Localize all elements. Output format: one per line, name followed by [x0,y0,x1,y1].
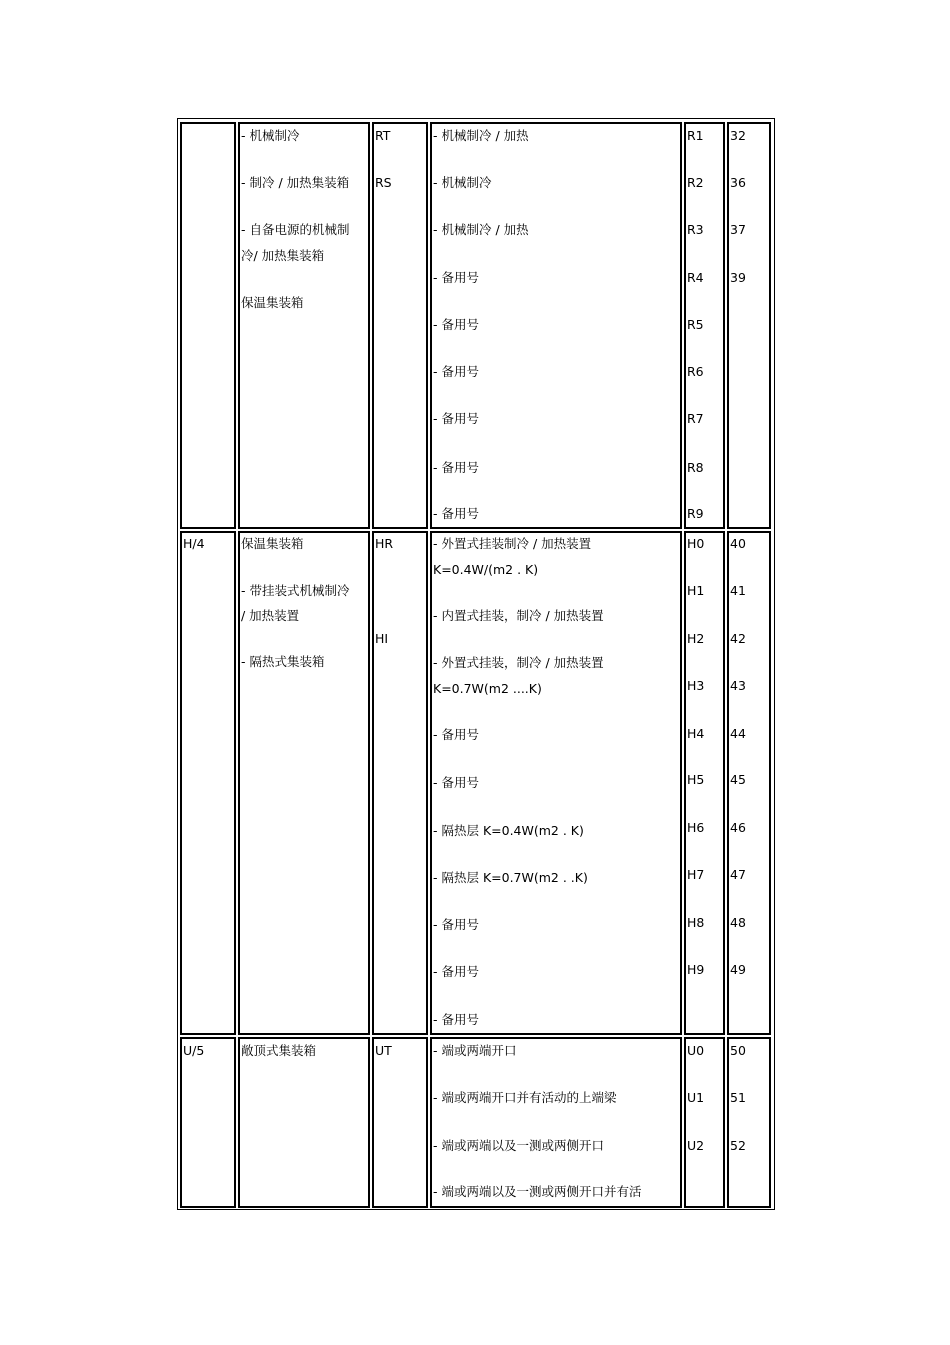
row-h-num: 46 [730,820,746,835]
row-h-code: HR [375,536,394,551]
row-r-code-cell [372,122,428,529]
row-h-type: H4 [687,726,705,741]
container-code-table [177,118,775,1210]
row-h-num-cell [727,531,771,1035]
row-r-num: 36 [730,175,746,190]
row-u-detail: - 端或两端开口并有活动的上端梁 [433,1090,617,1105]
row-h-detail-cell [430,531,682,1035]
row-r-detail: - 备用号 [433,411,479,426]
row-h-num: 44 [730,726,746,741]
row-r-detail: - 备用号 [433,506,479,521]
row-h-num: 41 [730,583,746,598]
row-r-detail: - 备用号 [433,270,479,285]
row-u-desc-cell [238,1037,370,1208]
row-u-detail: - 端或两端以及一测或两侧开口 [433,1138,604,1153]
row-h-type: H8 [687,915,705,930]
row-r-desc-line: - 自备电源的机械制 [241,222,350,237]
row-r-detail-cell [430,122,682,529]
row-r-type: R7 [687,411,704,426]
row-r-type: R1 [687,128,704,143]
row-r-num: 32 [730,128,746,143]
row-h-num: 48 [730,915,746,930]
row-r-type: R4 [687,270,704,285]
row-h-code: HI [375,631,389,646]
row-h-desc-cell [238,531,370,1035]
row-r-detail: - 备用号 [433,364,479,379]
row-r-detail: - 备用号 [433,460,479,475]
row-h-num: 49 [730,962,746,977]
row-r-type: R3 [687,222,704,237]
row-r-desc-cell [238,122,370,529]
row-r-type: R8 [687,460,704,475]
row-u-group-cell [180,1037,236,1208]
row-r-detail: - 机械制冷 [433,175,492,190]
row-u-type: U1 [687,1090,705,1105]
row-u-detail: - 端或两端开口 [433,1043,517,1058]
row-r-desc-line: 保温集装箱 [241,295,304,310]
row-h-type: H1 [687,583,705,598]
row-h-num: 42 [730,631,746,646]
row-h-group-cell [180,531,236,1035]
row-h-detail: K=0.4W/(m2 . K) [433,562,539,577]
row-h-detail: - 备用号 [433,964,479,979]
row-h-desc-line: - 带挂装式机械制冷 [241,583,350,598]
row-r-type: R5 [687,317,704,332]
row-r-num: 37 [730,222,746,237]
row-h-num: 45 [730,772,746,787]
row-h-desc-line: / 加热装置 [241,608,300,623]
row-u-type: U0 [687,1043,705,1058]
row-h-num: 47 [730,867,746,882]
row-u-num: 52 [730,1138,746,1153]
row-h-detail: - 备用号 [433,917,479,932]
row-u-num: 50 [730,1043,746,1058]
row-h-detail: - 外置式挂装，制冷 / 加热装置 [433,655,604,670]
row-u-num: 51 [730,1090,746,1105]
row-u-type-cell [684,1037,725,1208]
row-r-code: RS [375,175,392,190]
row-u-code-cell [372,1037,428,1208]
row-r-desc-line: - 制冷 / 加热集装箱 [241,175,350,190]
row-h-type: H3 [687,678,705,693]
row-h-detail: K=0.7W(m2 ....K) [433,681,542,696]
row-r-detail: - 备用号 [433,317,479,332]
row-u-type: U2 [687,1138,705,1153]
row-r-num-cell [727,122,771,529]
row-r-detail: - 机械制冷 / 加热 [433,128,529,143]
row-r-type-cell [684,122,725,529]
row-r-code: RT [375,128,391,143]
row-h-detail: - 内置式挂装，制冷 / 加热装置 [433,608,604,623]
row-r-group-cell [180,122,236,529]
row-r-type: R9 [687,506,704,521]
row-h-type: H6 [687,820,705,835]
row-r-type: R6 [687,364,704,379]
row-r-desc-line: - 机械制冷 [241,128,300,143]
row-h-code-cell [372,531,428,1035]
row-h-detail: - 隔热层 K=0.7W(m2 . .K) [433,870,588,885]
row-u-num-cell [727,1037,771,1208]
row-r-desc-line: 冷/ 加热集装箱 [241,248,325,263]
row-h-type: H0 [687,536,705,551]
row-r-type: R2 [687,175,704,190]
row-h-type: H2 [687,631,705,646]
row-h-type: H7 [687,867,705,882]
row-r-detail: - 机械制冷 / 加热 [433,222,529,237]
row-h-desc-line: 保温集装箱 [241,536,304,551]
row-h-detail: - 外置式挂装制冷 / 加热装置 [433,536,592,551]
row-u-desc-line: 敞顶式集装箱 [241,1043,317,1058]
row-r-num: 39 [730,270,746,285]
row-h-desc-line: - 隔热式集装箱 [241,654,325,669]
row-u-detail: - 端或两端以及一测或两侧开口并有活 [433,1184,642,1199]
row-h-detail: - 备用号 [433,1012,479,1027]
row-h-detail: - 隔热层 K=0.4W(m2 . K) [433,823,584,838]
row-h-type: H5 [687,772,705,787]
row-h-num: 43 [730,678,746,693]
row-h-num: 40 [730,536,746,551]
row-h-group: H/4 [183,536,205,551]
row-u-code: UT [375,1043,392,1058]
row-h-type-cell [684,531,725,1035]
row-u-group: U/5 [183,1043,205,1058]
row-h-type: H9 [687,962,705,977]
row-h-detail: - 备用号 [433,775,479,790]
row-h-detail: - 备用号 [433,727,479,742]
row-u-detail-cell [430,1037,682,1208]
